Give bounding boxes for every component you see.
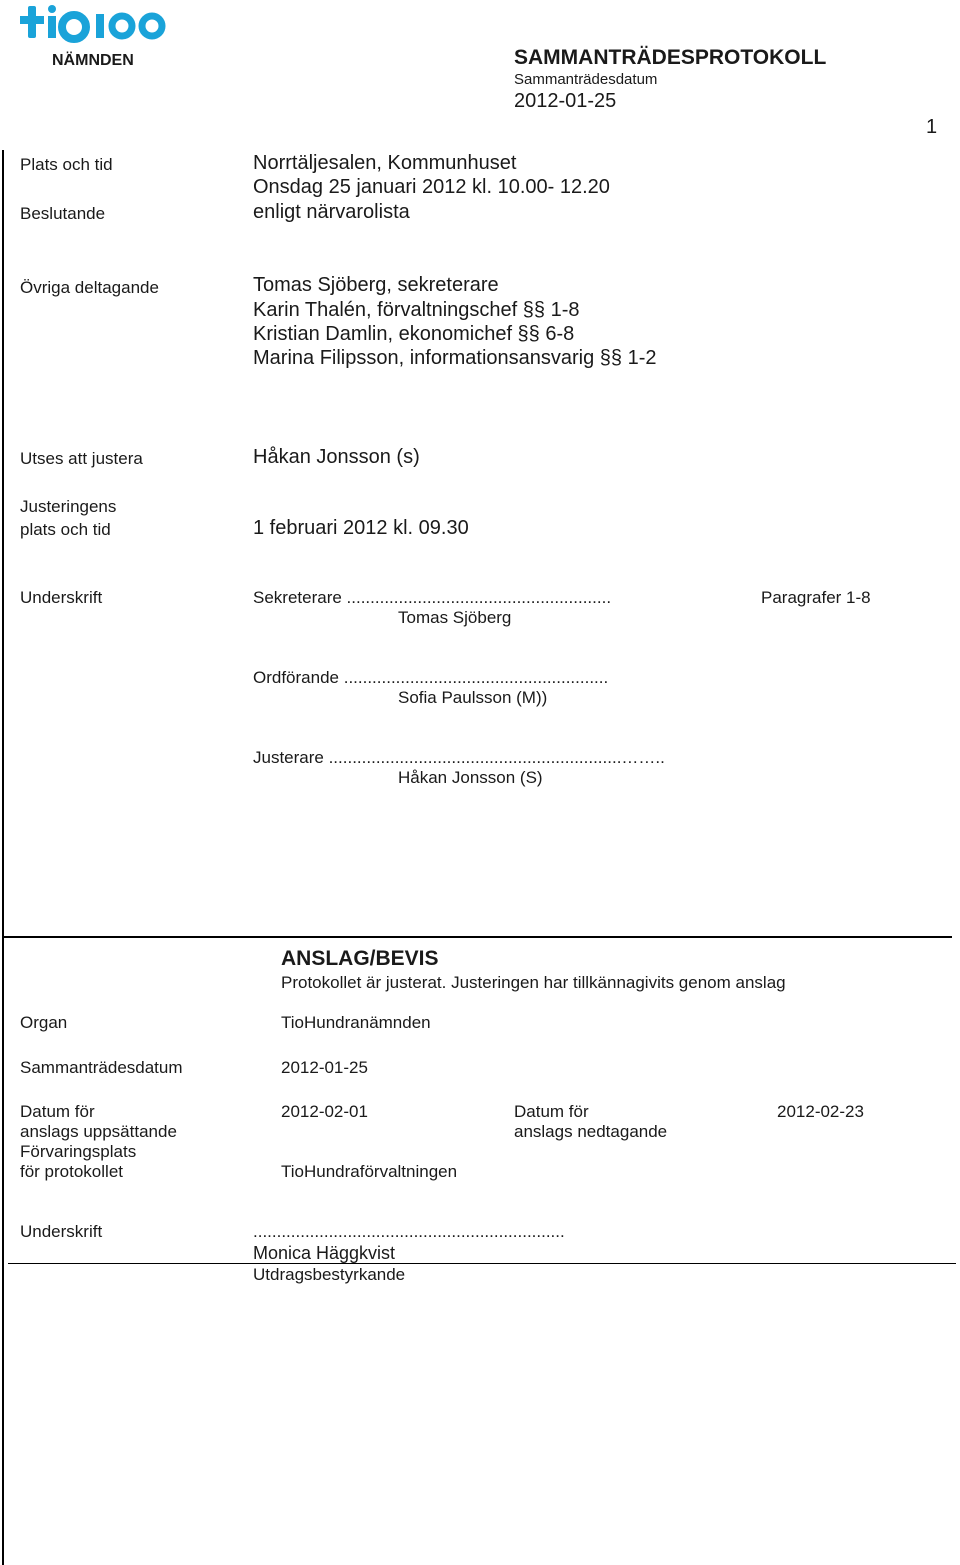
signature-label: Underskrift <box>20 588 103 607</box>
chair-name: Sofia Paulsson (M)) <box>398 688 548 707</box>
organ-label: Organ <box>20 1013 68 1032</box>
removed-label-1: Datum för <box>514 1102 589 1121</box>
deciding-label: Beslutande <box>20 204 106 223</box>
notice-date-value: 2012-01-25 <box>281 1058 368 1077</box>
posted-label-2: anslags uppsättande <box>20 1122 177 1141</box>
others-item: Kristian Damlin, ekonomichef §§ 6-8 <box>253 323 575 345</box>
notice-bottom-rule <box>8 1263 956 1264</box>
page-number: 1 <box>926 116 938 138</box>
adjuster-label: Utses att justera <box>20 449 143 468</box>
removed-date: 2012-02-23 <box>777 1102 864 1121</box>
notice-signature-label: Underskrift <box>20 1222 103 1241</box>
secretary-line: Sekreterare ........................................................ <box>253 588 612 607</box>
notice-signature-line: .................................................................. <box>253 1222 565 1241</box>
posted-date: 2012-02-01 <box>281 1102 368 1121</box>
header-date: 2012-01-25 <box>514 90 617 112</box>
adjust-label-1: Justeringens <box>20 497 117 516</box>
adjust-label-2: plats och tid <box>20 520 111 539</box>
others-item: Tomas Sjöberg, sekreterare <box>253 274 499 296</box>
organ-value: TioHundranämnden <box>281 1013 431 1032</box>
others-label: Övriga deltagande <box>20 278 159 297</box>
posted-label-1: Datum för <box>20 1102 95 1121</box>
notice-top-rule <box>4 936 952 938</box>
time-value: Onsdag 25 januari 2012 kl. 10.00- 12.20 <box>253 176 610 198</box>
left-margin-rule <box>2 150 4 1565</box>
others-item: Karin Thalén, förvaltningschef §§ 1-8 <box>253 299 580 321</box>
adjuster-sign-name: Håkan Jonsson (S) <box>398 768 543 787</box>
notice-subtitle: Protokollet är justerat. Justeringen har tillkännagivits genom anslag <box>281 973 786 992</box>
place-value: Norrtäljesalen, Kommunhuset <box>253 152 517 174</box>
notice-signer-name: Monica Häggkvist <box>253 1243 396 1263</box>
adjuster-value: Håkan Jonsson (s) <box>253 446 420 468</box>
paragraphs-label: Paragrafer 1-8 <box>761 588 871 607</box>
adjust-time-value: 1 februari 2012 kl. 09.30 <box>253 517 469 539</box>
svg-text:NÄMNDEN: NÄMNDEN <box>52 52 134 69</box>
storage-label-2: för protokollet <box>20 1162 123 1181</box>
notice-signer-role: Utdragsbestyrkande <box>253 1265 406 1284</box>
notice-date-label: Sammanträdesdatum <box>20 1058 183 1077</box>
others-item: Marina Filipsson, informationsansvarig §§ 1-2 <box>253 347 657 369</box>
notice-title: ANSLAG/BEVIS <box>281 947 439 970</box>
chair-line: Ordförande ........................................................ <box>253 668 609 687</box>
secretary-name: Tomas Sjöberg <box>398 608 512 627</box>
storage-label-1: Förvaringsplats <box>20 1142 137 1161</box>
removed-label-2: anslags nedtagande <box>514 1122 668 1141</box>
document-title: SAMMANTRÄDESPROTOKOLL <box>514 46 827 69</box>
tio100-logo <box>16 2 176 70</box>
place-label: Plats och tid <box>20 155 113 174</box>
storage-value: TioHundraförvaltningen <box>281 1162 458 1181</box>
deciding-value: enligt närvarolista <box>253 201 410 223</box>
adjuster-sign-line: Justerare ..............................................................…….. <box>253 748 665 767</box>
header-date-label: Sammanträdesdatum <box>514 71 658 88</box>
